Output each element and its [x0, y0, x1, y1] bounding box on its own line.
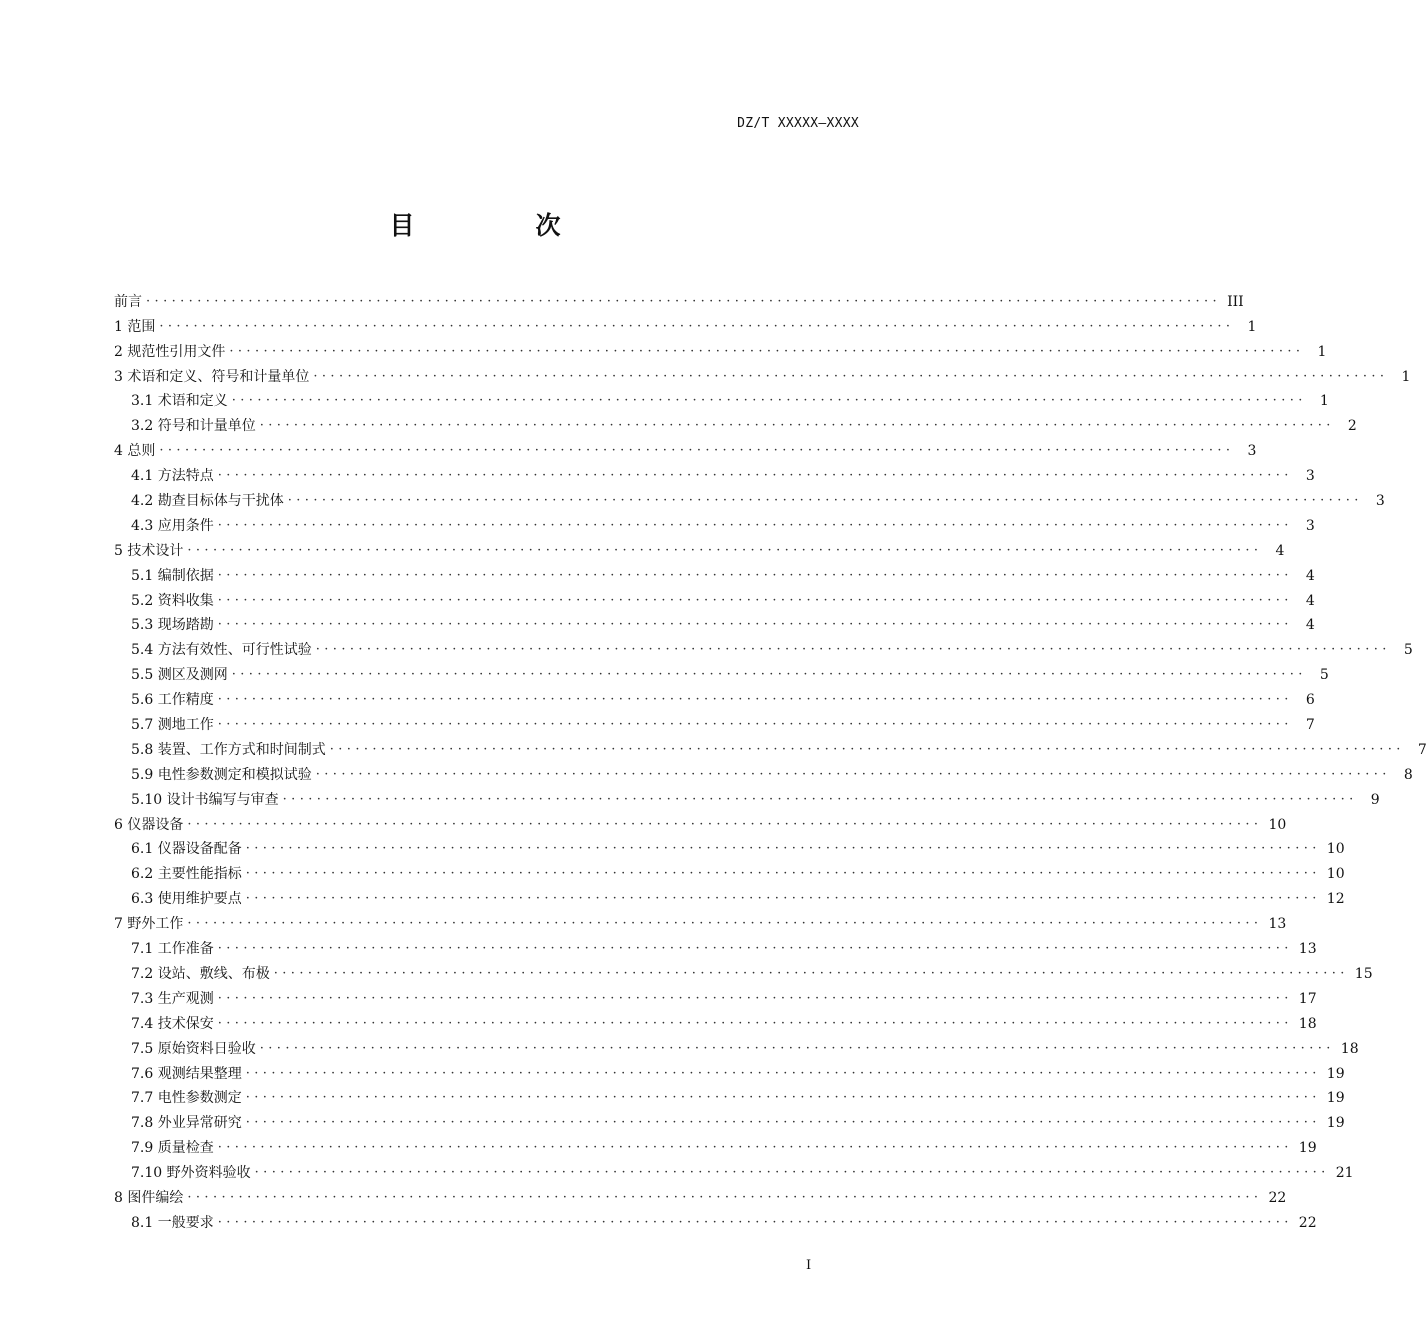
toc-leader-dots: ······························································································································: [159, 443, 1235, 459]
toc-entry-label: 7.5 原始资料日验收: [131, 1040, 256, 1057]
toc-entry-page: 13: [1298, 941, 1317, 958]
toc-entry[interactable]: [114, 511, 1315, 536]
toc-entry[interactable]: [114, 611, 1315, 636]
toc-entry-page: 19: [1326, 1090, 1345, 1107]
toc-leader-dots: ······························································································································: [217, 990, 1293, 1006]
toc-entry-page: 7: [1417, 741, 1427, 758]
toc-entry-page: 19: [1326, 1065, 1345, 1082]
toc-entry-page: 17: [1298, 990, 1317, 1007]
toc-entry-label: 3.2 符号和计量单位: [131, 418, 256, 435]
toc-entry-page: 13: [1268, 916, 1287, 933]
toc-entry-label: 8.1 一般要求: [131, 1214, 214, 1231]
toc-entry[interactable]: [114, 934, 1317, 959]
toc-entry[interactable]: [114, 810, 1287, 835]
toc-entry-label: 7 野外工作: [114, 916, 184, 933]
toc-entry-label: 6 仪器设备: [114, 816, 184, 833]
toc-entry-label: 5.2 资料收集: [131, 592, 214, 609]
toc-entry-label: 7.4 技术保安: [131, 1015, 214, 1032]
toc-entry-label: 7.8 外业异常研究: [131, 1115, 242, 1132]
toc-entry[interactable]: [114, 1183, 1287, 1208]
toc-entry-page: 1: [1401, 368, 1411, 385]
toc-entry-page: 9: [1370, 791, 1380, 808]
toc-leader-dots: ······························································································································: [217, 1140, 1293, 1156]
toc-leader-dots: ······························································································································: [282, 791, 1358, 807]
toc-entry[interactable]: [114, 312, 1257, 337]
toc-entry-page: 3: [1305, 468, 1315, 485]
toc-leader-dots: ······························································································································: [187, 916, 1263, 932]
toc-entry-label: 5.10 设计书编写与审查: [131, 791, 279, 808]
toc-entry-label: 前言: [114, 293, 142, 310]
toc-leader-dots: ······························································································································: [287, 493, 1363, 509]
toc-entry-label: 7.7 电性参数测定: [131, 1090, 242, 1107]
toc-leader-dots: ······························································································································: [217, 567, 1293, 583]
toc-leader-dots: ······························································································································: [187, 542, 1263, 558]
toc-entry[interactable]: [114, 884, 1345, 909]
toc-entry-page: 4: [1305, 592, 1315, 609]
toc-entry[interactable]: [114, 411, 1357, 436]
toc-entry-page: 4: [1275, 542, 1285, 559]
toc-entry-label: 5.7 测地工作: [131, 717, 214, 734]
toc-entry-page: 1: [1317, 343, 1327, 360]
toc-leader-dots: ······························································································································: [313, 368, 1389, 384]
toc-leader-dots: ······························································································································: [217, 717, 1293, 733]
toc-entry[interactable]: [114, 1059, 1345, 1084]
toc-leader-dots: ······························································································································: [254, 1165, 1330, 1181]
toc-entry-label: 6.1 仪器设备配备: [131, 841, 242, 858]
toc-entry-label: 8 图件编绘: [114, 1189, 184, 1206]
toc-entry-label: 2 规范性引用文件: [114, 343, 226, 360]
toc-entry-page: 22: [1298, 1214, 1317, 1231]
toc-entry-page: 6: [1305, 692, 1315, 709]
toc-entry-label: 7.10 野外资料验收: [131, 1165, 251, 1182]
toc-entry-label: 5.4 方法有效性、可行性试验: [131, 642, 312, 659]
toc-entry[interactable]: [114, 1084, 1345, 1109]
toc-entry-page: 8: [1403, 766, 1413, 783]
toc-entry-label: 7.1 工作准备: [131, 941, 214, 958]
toc-entry-label: 7.3 生产观测: [131, 990, 214, 1007]
toc-entry-page: 12: [1326, 891, 1345, 908]
toc-entry[interactable]: [114, 984, 1317, 1009]
toc-entry-page: 4: [1305, 567, 1315, 584]
toc-entry-page: 10: [1326, 841, 1345, 858]
toc-entry-page: 18: [1298, 1015, 1317, 1032]
toc-entry-label: 7.2 设站、敷线、布极: [131, 965, 270, 982]
toc-entry-label: 1 范围: [114, 318, 156, 335]
toc-entry-page: 22: [1268, 1189, 1287, 1206]
toc-leader-dots: ······························································································································: [231, 667, 1307, 683]
toc-entry[interactable]: [114, 660, 1329, 685]
toc-entry[interactable]: [114, 337, 1327, 362]
toc-entry-label: 5.8 装置、工作方式和时间制式: [131, 741, 326, 758]
toc-entry-page: 4: [1305, 617, 1315, 634]
toc-entry[interactable]: [114, 1133, 1317, 1158]
toc-entry[interactable]: [114, 1158, 1354, 1183]
toc-entry-page: 2: [1347, 418, 1357, 435]
toc-entry[interactable]: [114, 859, 1345, 884]
toc-entry-label: 7.6 观测结果整理: [131, 1065, 242, 1082]
toc-entry[interactable]: [114, 586, 1315, 611]
toc-entry[interactable]: [114, 486, 1385, 511]
toc-leader-dots: ······························································································································: [159, 318, 1235, 334]
toc-entry-page: 10: [1268, 816, 1287, 833]
toc-leader-dots: ······························································································································: [217, 517, 1293, 533]
toc-leader-dots: ······························································································································: [273, 965, 1349, 981]
toc-leader-dots: ······························································································································: [229, 343, 1305, 359]
toc-entry-page: 3: [1375, 493, 1385, 510]
toc-entry[interactable]: [114, 785, 1380, 810]
toc-leader-dots: ······························································································································: [217, 941, 1293, 957]
table-of-contents: [114, 287, 1427, 1233]
toc-entry[interactable]: [114, 561, 1315, 586]
page-number: I: [806, 1258, 812, 1273]
toc-entry-label: 7.9 质量检查: [131, 1140, 214, 1157]
toc-entry-page: 10: [1326, 866, 1345, 883]
toc-entry[interactable]: [114, 1208, 1317, 1233]
toc-leader-dots: ······························································································································: [259, 1040, 1335, 1056]
toc-entry-page: 19: [1326, 1115, 1345, 1132]
toc-leader-dots: ······························································································································: [217, 1015, 1293, 1031]
toc-entry-page: 3: [1305, 517, 1315, 534]
toc-entry-page: 18: [1340, 1040, 1359, 1057]
toc-entry[interactable]: [114, 1009, 1317, 1034]
toc-leader-dots: ······························································································································: [217, 692, 1293, 708]
toc-leader-dots: ······························································································································: [245, 841, 1321, 857]
toc-entry[interactable]: [114, 362, 1411, 387]
toc-leader-dots: ······························································································································: [217, 468, 1293, 484]
toc-entry[interactable]: [114, 959, 1373, 984]
toc-entry[interactable]: [114, 685, 1315, 710]
toc-entry[interactable]: [114, 436, 1257, 461]
toc-leader-dots: ······························································································································: [146, 293, 1222, 309]
toc-entry[interactable]: [114, 760, 1413, 785]
toc-entry-label: 5.3 现场踏勘: [131, 617, 214, 634]
toc-entry-label: 5.5 测区及测网: [131, 667, 228, 684]
toc-entry-label: 5.6 工作精度: [131, 692, 214, 709]
toc-entry-page: III: [1227, 293, 1244, 310]
toc-entry-label: 4.2 勘查目标体与干扰体: [131, 493, 284, 510]
toc-entry[interactable]: [114, 735, 1427, 760]
toc-leader-dots: ······························································································································: [259, 418, 1335, 434]
toc-entry-label: 5.9 电性参数测定和模拟试验: [131, 766, 312, 783]
toc-entry-page: 19: [1298, 1140, 1317, 1157]
toc-entry[interactable]: [114, 635, 1413, 660]
toc-entry-label: 4 总则: [114, 443, 156, 460]
toc-entry-page: 7: [1305, 717, 1315, 734]
toc-entry[interactable]: [114, 287, 1244, 312]
toc-entry-page: 21: [1335, 1165, 1354, 1182]
toc-entry-page: 5: [1403, 642, 1413, 659]
toc-entry-page: 3: [1247, 443, 1257, 460]
toc-leader-dots: ······························································································································: [245, 1065, 1321, 1081]
toc-leader-dots: ······························································································································: [315, 642, 1391, 658]
toc-entry-label: 5 技术设计: [114, 542, 184, 559]
toc-entry-page: 1: [1319, 393, 1329, 410]
toc-entry[interactable]: [114, 387, 1329, 412]
toc-entry-page: 15: [1354, 965, 1373, 982]
toc-entry[interactable]: [114, 1034, 1359, 1059]
toc-leader-dots: ······························································································································: [217, 617, 1293, 633]
toc-leader-dots: ······························································································································: [245, 866, 1321, 882]
toc-entry-label: 4.1 方法特点: [131, 468, 214, 485]
page-title: 目 次: [389, 211, 609, 240]
toc-leader-dots: ······························································································································: [217, 592, 1293, 608]
toc-leader-dots: ······························································································································: [245, 1090, 1321, 1106]
toc-entry-label: 3.1 术语和定义: [131, 393, 228, 410]
toc-leader-dots: ······························································································································: [245, 891, 1321, 907]
toc-entry-label: 6.3 使用维护要点: [131, 891, 242, 908]
toc-leader-dots: ······························································································································: [187, 1189, 1263, 1205]
toc-leader-dots: ······························································································································: [329, 741, 1405, 757]
toc-entry[interactable]: [114, 536, 1285, 561]
toc-leader-dots: ······························································································································: [217, 1214, 1293, 1230]
toc-leader-dots: ······························································································································: [245, 1115, 1321, 1131]
toc-entry[interactable]: [114, 461, 1315, 486]
toc-entry-label: 6.2 主要性能指标: [131, 866, 242, 883]
toc-leader-dots: ······························································································································: [231, 393, 1307, 409]
document-code: DZ/T XXXXX—XXXX: [737, 116, 859, 131]
toc-leader-dots: ······························································································································: [315, 766, 1391, 782]
toc-entry[interactable]: [114, 835, 1345, 860]
toc-leader-dots: ······························································································································: [187, 816, 1263, 832]
toc-entry[interactable]: [114, 710, 1315, 735]
toc-entry-label: 5.1 编制依据: [131, 567, 214, 584]
toc-entry-label: 4.3 应用条件: [131, 517, 214, 534]
toc-entry-page: 1: [1247, 318, 1257, 335]
toc-entry[interactable]: [114, 909, 1287, 934]
toc-entry[interactable]: [114, 1108, 1345, 1133]
toc-entry-label: 3 术语和定义、符号和计量单位: [114, 368, 310, 385]
toc-entry-page: 5: [1319, 667, 1329, 684]
